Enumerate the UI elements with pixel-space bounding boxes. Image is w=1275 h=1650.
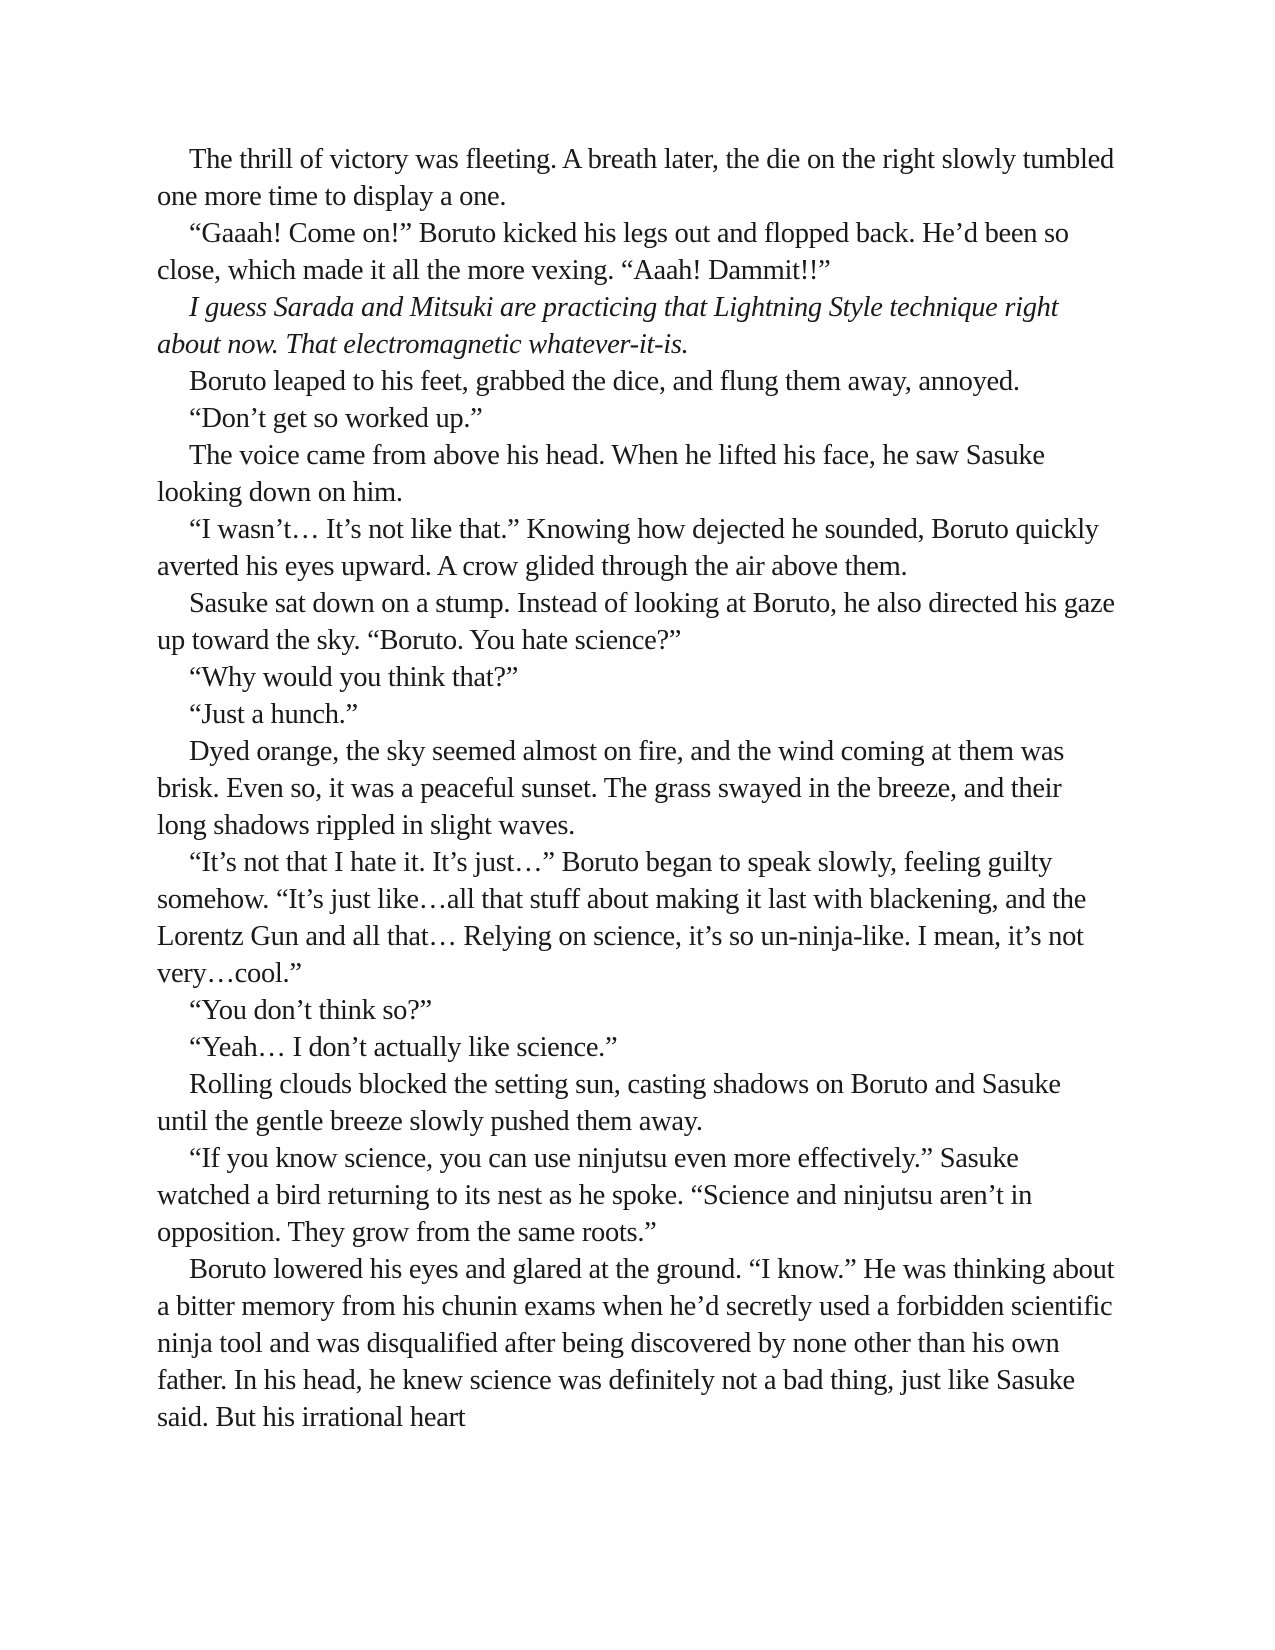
- paragraph: “Yeah… I don’t actually like science.”: [189, 1032, 618, 1063]
- paragraph-italic-thought: I guess Sarada and Mitsuki are practicing that Lightning Style technique right about now. That electromagnetic whatever-it-is.: [157, 292, 1059, 360]
- paragraph: The thrill of victory was fleeting. A breath later, the die on the right slowly tumbled one more time to display a one.: [157, 144, 1114, 212]
- paragraph: “Don’t get so worked up.”: [189, 403, 483, 434]
- paragraph: Rolling clouds blocked the setting sun, casting shadows on Boruto and Sasuke until the gentle breeze slowly pushed them away.: [157, 1069, 1061, 1137]
- paragraph: The voice came from above his head. When he lifted his face, he saw Sasuke looking down on him.: [157, 440, 1045, 508]
- paragraph: Boruto lowered his eyes and glared at the ground. “I know.” He was thinking about a bitter memory from his chunin exams when he’d secretly used a forbidden scientific ninja tool and was disqualified after being discovered by none other than his own father. In his head, he knew science was definitely not a bad thing, just like Sasuke said. But his irrational heart: [157, 1254, 1115, 1433]
- paragraph: Dyed orange, the sky seemed almost on fire, and the wind coming at them was brisk. Even so, it was a peaceful sunset. The grass swayed in the breeze, and their long shadows rippled in slight waves.: [157, 736, 1065, 841]
- paragraph: Sasuke sat down on a stump. Instead of looking at Boruto, he also directed his gaze up toward the sky. “Boruto. You hate science?”: [157, 588, 1115, 656]
- paragraph: “Gaaah! Come on!” Boruto kicked his legs out and flopped back. He’d been so close, which made it all the more vexing. “Aaah! Dammit!!”: [157, 218, 1069, 286]
- paragraph: “I wasn’t… It’s not like that.” Knowing how dejected he sounded, Boruto quickly averted his eyes upward. A crow glided through the air above them.: [157, 514, 1099, 582]
- body-text: [157, 141, 1117, 1436]
- paragraph: “If you know science, you can use ninjutsu even more effectively.” Sasuke watched a bird returning to its nest as he spoke. “Science and ninjutsu aren’t in opposition. They grow from the same roots.”: [157, 1143, 1033, 1248]
- paragraph: Boruto leaped to his feet, grabbed the dice, and flung them away, annoyed.: [189, 366, 1020, 397]
- paragraph: “Why would you think that?”: [189, 662, 519, 693]
- paragraph: “It’s not that I hate it. It’s just…” Boruto began to speak slowly, feeling guilty somehow. “It’s just like…all that stuff about making it last with blackening, and the Lorentz Gun and all that… Relying on science, it’s so un-ninja-like. I mean, it’s not very…cool.”: [157, 847, 1087, 989]
- paragraph: “Just a hunch.”: [189, 699, 358, 730]
- paragraph: “You don’t think so?”: [189, 995, 432, 1026]
